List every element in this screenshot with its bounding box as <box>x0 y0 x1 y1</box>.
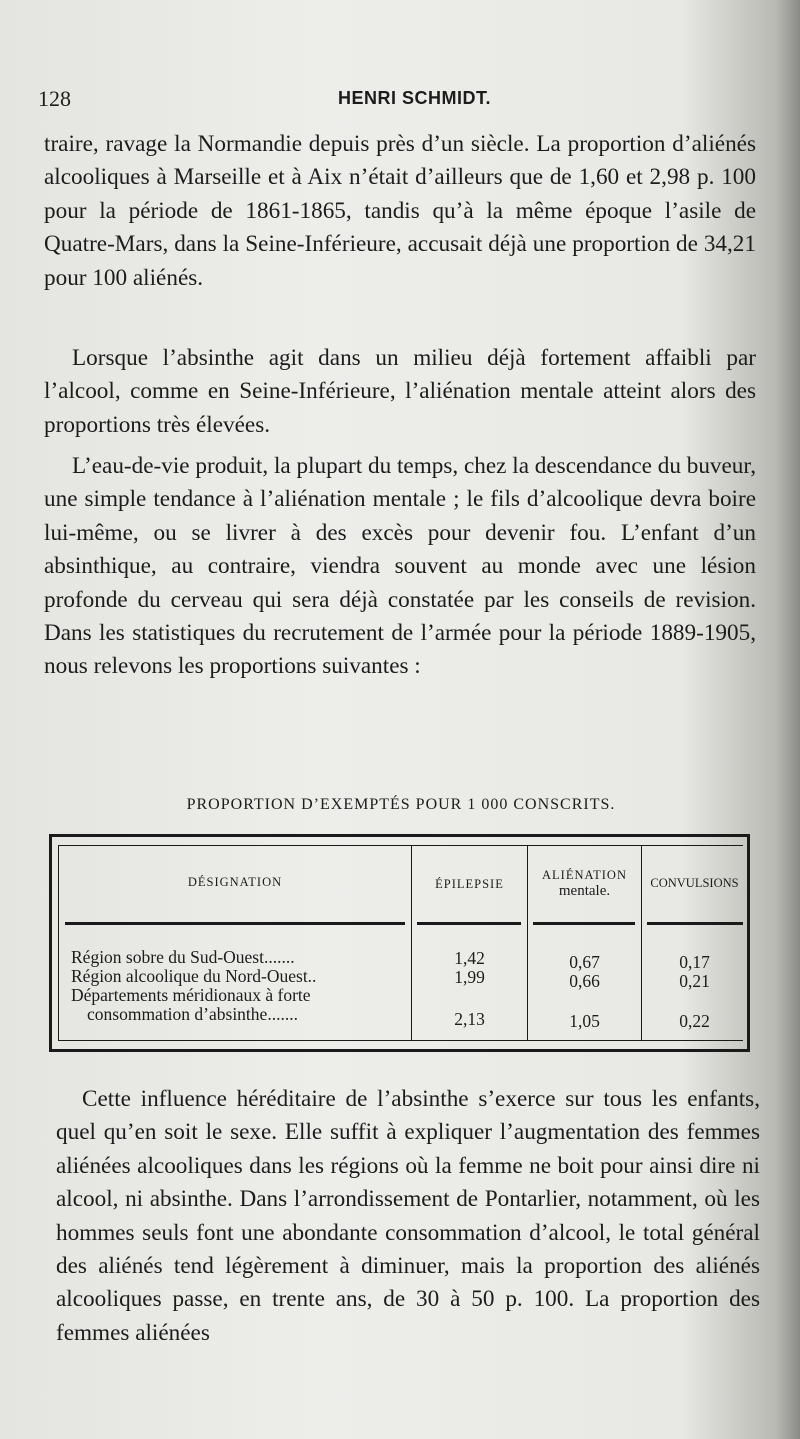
cell-alienation: 0,66 <box>569 971 600 991</box>
page-number: 128 <box>38 86 71 111</box>
header-convulsions: CONVULSIONS <box>650 876 739 890</box>
header-designation: DÉSIGNATION <box>187 875 283 889</box>
table-title: PROPORTION D’EXEMPTÉS POUR 1 000 CONSCRITS. <box>186 796 616 813</box>
cell-convulsions: 0,17 <box>679 952 710 972</box>
header-epilepsie: ÉPILEPSIE <box>435 877 504 891</box>
cell-alienation: 0,67 <box>569 952 600 972</box>
cell-epilepsie: 2,13 <box>454 1009 485 1029</box>
paragraph-4: Cette influence héréditaire de l’absinthe s’exerce sur tous les enfants, quel qu’en soit le sexe. Elle suffit à expliquer l’augmentation des femmes aliénées alcooliques dans les régions où la femme ne boit pour ainsi dire ni alcool, ni absinthe. Dans l’arrondissement de Pontarlier, notamment, où les hommes seuls font une abondante consommation d’alcool, le total général des aliénés tend légèrement à diminuer, mais la proportion des aliénés alcooliques passe, en trente ans, de 30 à 50 p. 100. La proportion des femmes aliénées <box>56 1086 760 1346</box>
exemption-table <box>49 834 750 1052</box>
row-label: Région sobre du Sud-Ouest....... <box>71 947 295 967</box>
running-head: HENRI SCHMIDT. <box>338 88 492 108</box>
header-alienation-mentale: mentale. <box>558 883 611 899</box>
page-header <box>38 86 758 116</box>
header-rule <box>533 922 635 925</box>
row-label-continued: consommation d’absinthe....... <box>87 1004 298 1024</box>
cell-epilepsie: 1,42 <box>454 948 485 968</box>
row-label: Région alcoolique du Nord-Ouest.. <box>71 966 317 986</box>
header-rule <box>417 922 521 925</box>
cell-convulsions: 0,21 <box>679 971 710 991</box>
paragraph-1: traire, ravage la Normandie depuis près d’un siècle. La proportion d’aliénés alcooliques à Marseille et à Aix n’était d’ailleurs que de 1,60 et 2,98 p. 100 pour la période de 1861-1865, tandis qu’à la même époque l’asile de Quatre-Mars, dans la Seine-Inférieure, accusait déjà une proportion de 34,21 pour 100 aliénés. <box>44 131 756 291</box>
header-rule <box>647 922 743 925</box>
header-alienation: ALIÉNATION <box>542 868 627 882</box>
cell-epilepsie: 1,99 <box>454 967 485 987</box>
row-label: Départements méridionaux à forte <box>71 985 311 1005</box>
table-inner-frame <box>58 845 743 1041</box>
cell-alienation: 1,05 <box>569 1011 600 1031</box>
header-rule <box>65 922 405 925</box>
cell-convulsions: 0,22 <box>679 1011 710 1031</box>
paragraph-3: L’eau-de-vie produit, la plupart du temps, chez la descendance du buveur, une simple tendance à l’aliénation mentale ; le fils d’alcoolique devra boire lui-même, ou se livrer à des excès pour devenir fou. L’enfant d’un absinthique, au contraire, viendra souvent au monde avec une lésion profonde du cerveau qui sera déjà constatée par les conseils de revision. Dans les statistiques du recrutement de l’armée pour la période 1889-1905, nous relevons les proportions suivantes : <box>44 453 756 680</box>
paragraph-2: Lorsque l’absinthe agit dans un milieu déjà fortement affaibli par l’alcool, comme en Seine-Inférieure, l’aliénation mentale atteint alors des proportions très élevées. <box>44 345 756 438</box>
